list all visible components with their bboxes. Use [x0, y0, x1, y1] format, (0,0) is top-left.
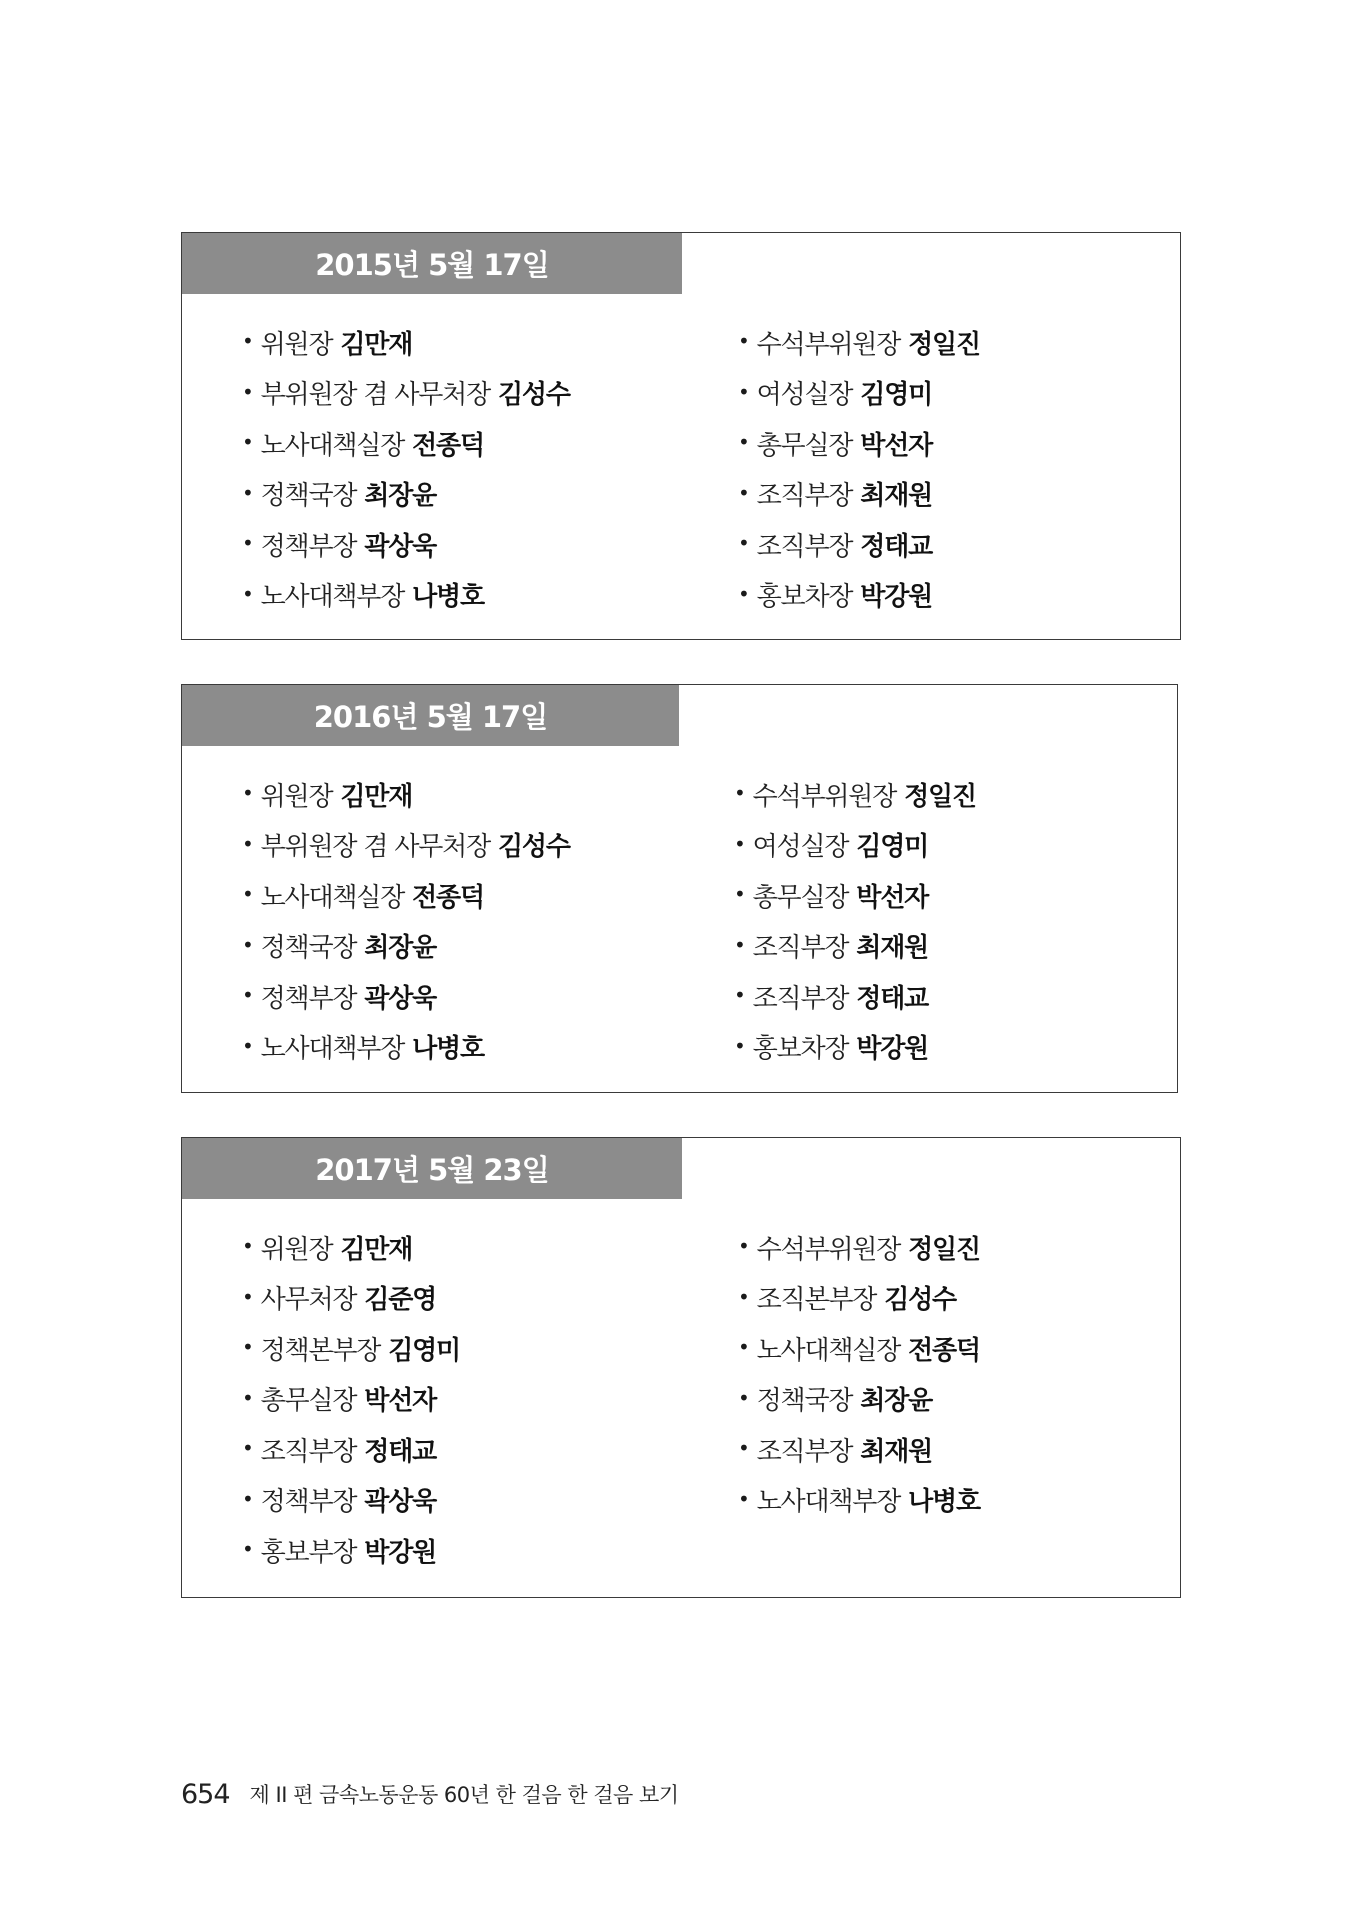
list-item: • 홍보차장 박강원: [734, 1033, 929, 1065]
list-item: • 정책국장 최장윤: [242, 932, 437, 964]
bullet-icon: •: [738, 1234, 749, 1259]
page-footer: [181, 1776, 679, 1812]
list-item: • 노사대책부장 나병호: [242, 581, 484, 613]
list-item: • 총무실장 박선자: [734, 882, 929, 913]
bullet-icon: •: [738, 379, 749, 404]
bullet-icon: •: [242, 329, 253, 354]
list-item: • 노사대책부장 나병호: [738, 1486, 980, 1518]
section-date-header: 2015년 5월 17일: [182, 233, 682, 294]
bullet-icon: •: [734, 932, 745, 957]
bullet-icon: •: [242, 480, 253, 505]
bullet-icon: •: [734, 781, 745, 806]
bullet-icon: •: [242, 379, 253, 404]
officer-list-left: [242, 1222, 460, 1576]
section-2017: [181, 1137, 1181, 1598]
list-item: • 사무처장 김준영: [242, 1284, 437, 1316]
bullet-icon: •: [734, 983, 745, 1008]
bullet-icon: •: [242, 531, 253, 556]
list-item: • 수석부위원장 정일진: [738, 329, 980, 360]
list-item: • 노사대책실장 전종덕: [242, 882, 484, 913]
bullet-icon: •: [738, 480, 749, 505]
list-item: • 조직부장 정태교: [738, 531, 933, 562]
list-item: • 수석부위원장 정일진: [738, 1234, 980, 1265]
bullet-icon: •: [738, 1486, 749, 1511]
list-item: • 조직본부장 김성수: [738, 1284, 956, 1316]
section-2016: [181, 684, 1178, 1093]
list-item: • 노사대책실장 전종덕: [738, 1335, 980, 1366]
bullet-icon: •: [734, 1033, 745, 1058]
officer-list-right: [734, 769, 976, 1072]
list-item: • 위원장 김만재: [242, 781, 413, 812]
bullet-icon: •: [738, 1436, 749, 1461]
list-item: • 총무실장 박선자: [738, 430, 933, 461]
bullet-icon: •: [242, 1284, 253, 1309]
bullet-icon: •: [738, 531, 749, 556]
section-date-header: 2016년 5월 17일: [182, 685, 679, 746]
list-item: • 부위원장 겸 사무처장 김성수: [242, 379, 570, 411]
list-item: • 조직부장 최재원: [738, 480, 933, 512]
bullet-icon: •: [242, 1234, 253, 1259]
list-item: • 노사대책실장 전종덕: [242, 430, 484, 461]
bullet-icon: •: [242, 430, 253, 455]
bullet-icon: •: [738, 329, 749, 354]
bullet-icon: •: [242, 581, 253, 606]
bullet-icon: •: [242, 781, 253, 806]
bullet-icon: •: [242, 1335, 253, 1360]
bullet-icon: •: [738, 1284, 749, 1309]
list-item: • 정책부장 곽상욱: [242, 1486, 437, 1518]
list-item: • 조직부장 최재원: [734, 932, 929, 964]
bullet-icon: •: [242, 1436, 253, 1461]
bullet-icon: •: [738, 430, 749, 455]
running-title: 제 II 편 금속노동운동 60년 한 걸음 한 걸음 보기: [249, 1783, 679, 1807]
bullet-icon: •: [734, 882, 745, 907]
bullet-icon: •: [738, 581, 749, 606]
officer-list-right: [738, 317, 980, 620]
bullet-icon: •: [242, 882, 253, 907]
bullet-icon: •: [242, 932, 253, 957]
officer-list-right: [738, 1222, 980, 1525]
bullet-icon: •: [738, 1385, 749, 1410]
list-item: • 총무실장 박선자: [242, 1385, 437, 1417]
list-item: • 조직부장 최재원: [738, 1436, 933, 1467]
list-item: • 노사대책부장 나병호: [242, 1033, 484, 1065]
list-item: • 여성실장 김영미: [738, 379, 933, 411]
bullet-icon: •: [242, 1486, 253, 1511]
list-item: • 여성실장 김영미: [734, 831, 929, 863]
list-item: • 부위원장 겸 사무처장 김성수: [242, 831, 570, 863]
list-item: • 수석부위원장 정일진: [734, 781, 976, 812]
bullet-icon: •: [734, 831, 745, 856]
list-item: • 위원장 김만재: [242, 329, 413, 360]
list-item: • 홍보차장 박강원: [738, 581, 933, 613]
bullet-icon: •: [738, 1335, 749, 1360]
bullet-icon: •: [242, 1385, 253, 1410]
bullet-icon: •: [242, 1537, 253, 1562]
page-number: 654: [181, 1778, 230, 1810]
bullet-icon: •: [242, 983, 253, 1008]
section-2015: [181, 232, 1181, 640]
list-item: • 정책국장 최장윤: [242, 480, 437, 512]
list-item: • 조직부장 정태교: [734, 983, 929, 1014]
section-date-header: 2017년 5월 23일: [182, 1138, 682, 1199]
list-item: • 정책부장 곽상욱: [242, 983, 437, 1014]
list-item: • 정책국장 최장윤: [738, 1385, 933, 1417]
list-item: • 정책본부장 김영미: [242, 1335, 460, 1366]
officer-list-left: [242, 769, 570, 1072]
list-item: • 위원장 김만재: [242, 1234, 413, 1265]
list-item: • 홍보부장 박강원: [242, 1537, 437, 1568]
bullet-icon: •: [242, 1033, 253, 1058]
list-item: • 조직부장 정태교: [242, 1436, 437, 1467]
bullet-icon: •: [242, 831, 253, 856]
officer-list-left: [242, 317, 570, 620]
list-item: • 정책부장 곽상욱: [242, 531, 437, 562]
